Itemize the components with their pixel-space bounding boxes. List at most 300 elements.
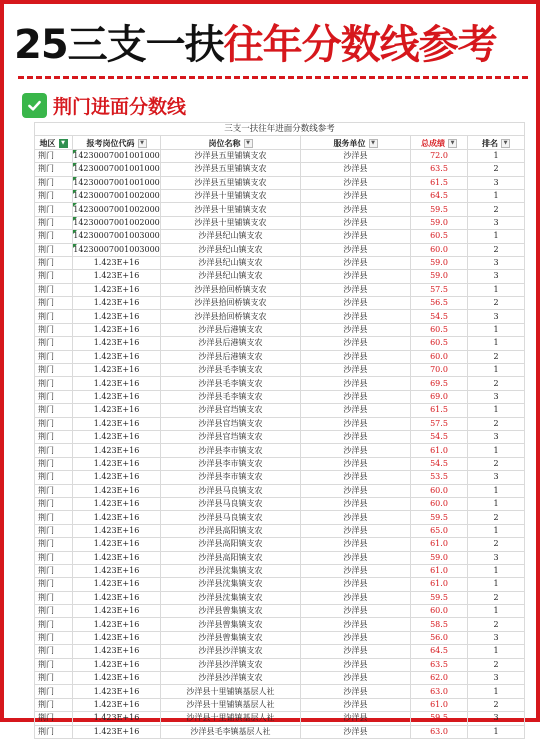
cell-post-code[interactable]: 1.423E+16 bbox=[73, 471, 161, 484]
cell-post-code[interactable]: 1.423E+16 bbox=[73, 618, 161, 631]
cell-rank[interactable]: 1 bbox=[468, 524, 525, 537]
cell-total-score[interactable]: 59.0 bbox=[411, 216, 468, 229]
cell-rank[interactable]: 2 bbox=[468, 163, 525, 176]
cell-post-code[interactable]: 1.423E+16 bbox=[73, 256, 161, 269]
dropdown-icon[interactable]: ▼ bbox=[501, 139, 510, 148]
cell-total-score[interactable]: 59.0 bbox=[411, 256, 468, 269]
cell-total-score[interactable]: 63.0 bbox=[411, 685, 468, 698]
filter-active-icon[interactable]: ▼ bbox=[59, 139, 68, 148]
cell-total-score[interactable]: 56.0 bbox=[411, 631, 468, 644]
header-rank[interactable]: 排名 ▼ bbox=[468, 136, 525, 149]
table-row bbox=[35, 283, 525, 296]
cell-rank[interactable]: 2 bbox=[468, 297, 525, 310]
cell-rank[interactable]: 1 bbox=[468, 283, 525, 296]
cell-service-unit[interactable]: 沙洋县 bbox=[301, 444, 411, 457]
cell-total-score[interactable]: 60.0 bbox=[411, 605, 468, 618]
table-row bbox=[35, 564, 525, 577]
dropdown-icon[interactable]: ▼ bbox=[138, 139, 147, 148]
cell-total-score[interactable]: 69.5 bbox=[411, 377, 468, 390]
cell-rank[interactable]: 3 bbox=[468, 631, 525, 644]
cell-service-unit[interactable]: 沙洋县 bbox=[301, 176, 411, 189]
cell-rank[interactable]: 2 bbox=[468, 591, 525, 604]
cell-area[interactable]: 荆门 bbox=[35, 243, 73, 256]
cell-service-unit[interactable]: 沙洋县 bbox=[301, 497, 411, 510]
cell-area[interactable]: 荆门 bbox=[35, 176, 73, 189]
cell-post-name[interactable]: 沙洋县官垱镇支农 bbox=[161, 417, 301, 430]
cell-post-code[interactable]: 1.423E+16 bbox=[73, 672, 161, 685]
cell-service-unit[interactable]: 沙洋县 bbox=[301, 256, 411, 269]
cell-service-unit[interactable]: 沙洋县 bbox=[301, 310, 411, 323]
cell-service-unit[interactable]: 沙洋县 bbox=[301, 283, 411, 296]
cell-post-name[interactable]: 沙洋县后港镇支农 bbox=[161, 337, 301, 350]
cell-post-name[interactable]: 沙洋县拾回桥镇支农 bbox=[161, 297, 301, 310]
cell-post-name[interactable]: 沙洋县马良镇支农 bbox=[161, 484, 301, 497]
cell-area[interactable]: 荆门 bbox=[35, 471, 73, 484]
cell-post-name[interactable]: 沙洋县毛李镇支农 bbox=[161, 390, 301, 403]
cell-rank[interactable]: 1 bbox=[468, 444, 525, 457]
cell-rank[interactable]: 1 bbox=[468, 685, 525, 698]
cell-service-unit[interactable]: 沙洋县 bbox=[301, 484, 411, 497]
cell-area[interactable]: 荆门 bbox=[35, 377, 73, 390]
cell-rank[interactable]: 1 bbox=[468, 578, 525, 591]
cell-service-unit[interactable]: 沙洋县 bbox=[301, 189, 411, 202]
cell-rank[interactable]: 1 bbox=[468, 189, 525, 202]
cell-area[interactable]: 荆门 bbox=[35, 444, 73, 457]
cell-rank[interactable]: 2 bbox=[468, 243, 525, 256]
cell-post-code[interactable]: 1.423E+16 bbox=[73, 645, 161, 658]
cell-rank[interactable]: 3 bbox=[468, 176, 525, 189]
cell-total-score[interactable]: 69.0 bbox=[411, 390, 468, 403]
cell-post-code[interactable]: 1.423E+16 bbox=[73, 538, 161, 551]
cell-service-unit[interactable]: 沙洋县 bbox=[301, 270, 411, 283]
cell-service-unit[interactable]: 沙洋县 bbox=[301, 685, 411, 698]
table-row bbox=[35, 658, 525, 671]
cell-service-unit[interactable]: 沙洋县 bbox=[301, 323, 411, 336]
cell-post-name[interactable]: 沙洋县十里铺镇基层人社 bbox=[161, 712, 301, 725]
cell-post-code[interactable]: 1.423E+16 bbox=[73, 430, 161, 443]
cell-service-unit[interactable]: 沙洋县 bbox=[301, 457, 411, 470]
header-area[interactable]: 地区 ▼ bbox=[35, 136, 73, 149]
cell-rank[interactable]: 3 bbox=[468, 471, 525, 484]
cell-rank[interactable]: 3 bbox=[468, 216, 525, 229]
cell-post-code[interactable]: 1.423E+16 bbox=[73, 631, 161, 644]
cell-service-unit[interactable]: 沙洋县 bbox=[301, 591, 411, 604]
cell-rank[interactable]: 2 bbox=[468, 417, 525, 430]
cell-rank[interactable]: 1 bbox=[468, 323, 525, 336]
cell-total-score[interactable]: 59.0 bbox=[411, 270, 468, 283]
cell-area[interactable]: 荆门 bbox=[35, 658, 73, 671]
cell-rank[interactable]: 1 bbox=[468, 497, 525, 510]
cell-rank[interactable]: 2 bbox=[468, 538, 525, 551]
cell-total-score[interactable]: 60.5 bbox=[411, 230, 468, 243]
cell-service-unit[interactable]: 沙洋县 bbox=[301, 149, 411, 162]
cell-service-unit[interactable]: 沙洋县 bbox=[301, 645, 411, 658]
cell-post-name[interactable]: 沙洋县十里铺镇支农 bbox=[161, 189, 301, 202]
cell-post-name[interactable]: 沙洋县毛李镇支农 bbox=[161, 364, 301, 377]
dropdown-icon[interactable]: ▼ bbox=[448, 139, 457, 148]
cell-post-name[interactable]: 沙洋县李市镇支农 bbox=[161, 444, 301, 457]
cell-total-score[interactable]: 60.0 bbox=[411, 497, 468, 510]
table-row bbox=[35, 323, 525, 336]
cell-area[interactable]: 荆门 bbox=[35, 189, 73, 202]
cell-rank[interactable]: 3 bbox=[468, 551, 525, 564]
cell-rank[interactable]: 2 bbox=[468, 511, 525, 524]
cell-rank[interactable]: 2 bbox=[468, 457, 525, 470]
cell-service-unit[interactable]: 沙洋县 bbox=[301, 297, 411, 310]
cell-rank[interactable]: 2 bbox=[468, 203, 525, 216]
cell-area[interactable]: 荆门 bbox=[35, 163, 73, 176]
cell-post-code[interactable]: 14230007001003000 bbox=[73, 243, 161, 256]
dropdown-icon[interactable]: ▼ bbox=[244, 139, 253, 148]
cell-total-score[interactable]: 58.5 bbox=[411, 618, 468, 631]
cell-area[interactable]: 荆门 bbox=[35, 564, 73, 577]
cell-area[interactable]: 荆门 bbox=[35, 297, 73, 310]
cell-post-name[interactable]: 沙洋县高阳镇支农 bbox=[161, 538, 301, 551]
cell-area[interactable]: 荆门 bbox=[35, 605, 73, 618]
cell-post-name[interactable]: 沙洋县沙洋镇支农 bbox=[161, 658, 301, 671]
cell-total-score[interactable]: 53.5 bbox=[411, 471, 468, 484]
cell-post-code[interactable]: 1.423E+16 bbox=[73, 390, 161, 403]
cell-post-code[interactable]: 1.423E+16 bbox=[73, 698, 161, 711]
cell-service-unit[interactable]: 沙洋县 bbox=[301, 377, 411, 390]
cell-post-name[interactable]: 沙洋县纪山镇支农 bbox=[161, 243, 301, 256]
cell-post-name[interactable]: 沙洋县沈集镇支农 bbox=[161, 578, 301, 591]
cell-area[interactable]: 荆门 bbox=[35, 524, 73, 537]
header-post[interactable]: 岗位名称 ▼ bbox=[161, 136, 301, 149]
cell-post-name[interactable]: 沙洋县毛李镇支农 bbox=[161, 377, 301, 390]
cell-area[interactable]: 荆门 bbox=[35, 497, 73, 510]
cell-post-name[interactable]: 沙洋县五里铺镇支农 bbox=[161, 163, 301, 176]
cell-rank[interactable]: 2 bbox=[468, 377, 525, 390]
header-score[interactable]: 总成绩 ▼ bbox=[411, 136, 468, 149]
cell-total-score[interactable]: 70.0 bbox=[411, 364, 468, 377]
cell-rank[interactable]: 3 bbox=[468, 672, 525, 685]
cell-total-score[interactable]: 61.0 bbox=[411, 578, 468, 591]
cell-post-name[interactable]: 沙洋县纪山镇支农 bbox=[161, 256, 301, 269]
table-row bbox=[35, 524, 525, 537]
cell-service-unit[interactable]: 沙洋县 bbox=[301, 230, 411, 243]
cell-area[interactable]: 荆门 bbox=[35, 725, 73, 738]
cell-post-code[interactable]: 1.423E+16 bbox=[73, 658, 161, 671]
cell-area[interactable]: 荆门 bbox=[35, 591, 73, 604]
cell-post-name[interactable]: 沙洋县拾回桥镇支农 bbox=[161, 310, 301, 323]
cell-post-name[interactable]: 沙洋县高阳镇支农 bbox=[161, 551, 301, 564]
cell-service-unit[interactable]: 沙洋县 bbox=[301, 618, 411, 631]
cell-service-unit[interactable]: 沙洋县 bbox=[301, 350, 411, 363]
table-row bbox=[35, 216, 525, 229]
cell-area[interactable]: 荆门 bbox=[35, 618, 73, 631]
cell-service-unit[interactable]: 沙洋县 bbox=[301, 564, 411, 577]
table-row bbox=[35, 551, 525, 564]
cell-service-unit[interactable]: 沙洋县 bbox=[301, 430, 411, 443]
cell-post-name[interactable]: 沙洋县马良镇支农 bbox=[161, 497, 301, 510]
cell-rank[interactable]: 3 bbox=[468, 430, 525, 443]
cell-service-unit[interactable]: 沙洋县 bbox=[301, 631, 411, 644]
cell-total-score[interactable]: 63.5 bbox=[411, 163, 468, 176]
cell-post-code[interactable]: 1.423E+16 bbox=[73, 364, 161, 377]
cell-post-code[interactable]: 1.423E+16 bbox=[73, 310, 161, 323]
cell-rank[interactable]: 1 bbox=[468, 404, 525, 417]
cell-post-code[interactable]: 1.423E+16 bbox=[73, 591, 161, 604]
error-indicator-icon bbox=[73, 244, 77, 248]
cell-total-score[interactable]: 63.5 bbox=[411, 658, 468, 671]
cell-post-name[interactable]: 沙洋县沙洋镇支农 bbox=[161, 645, 301, 658]
cell-post-code[interactable]: 14230007001001000 bbox=[73, 163, 161, 176]
cell-service-unit[interactable]: 沙洋县 bbox=[301, 605, 411, 618]
cell-rank[interactable]: 1 bbox=[468, 564, 525, 577]
table-row bbox=[35, 203, 525, 216]
cell-area[interactable]: 荆门 bbox=[35, 417, 73, 430]
cell-total-score[interactable]: 62.0 bbox=[411, 672, 468, 685]
table-row bbox=[35, 163, 525, 176]
cell-service-unit[interactable]: 沙洋县 bbox=[301, 471, 411, 484]
cell-post-code[interactable]: 1.423E+16 bbox=[73, 404, 161, 417]
dropdown-icon[interactable]: ▼ bbox=[369, 139, 378, 148]
headline bbox=[14, 18, 534, 72]
cell-rank[interactable]: 2 bbox=[468, 618, 525, 631]
cell-total-score[interactable]: 59.5 bbox=[411, 591, 468, 604]
cell-area[interactable]: 荆门 bbox=[35, 578, 73, 591]
cell-post-name[interactable]: 沙洋县后港镇支农 bbox=[161, 350, 301, 363]
cell-total-score[interactable]: 59.5 bbox=[411, 203, 468, 216]
cell-rank[interactable]: 1 bbox=[468, 645, 525, 658]
cell-post-name[interactable]: 沙洋县五里铺镇支农 bbox=[161, 149, 301, 162]
cell-total-score[interactable]: 61.0 bbox=[411, 564, 468, 577]
table-row bbox=[35, 511, 525, 524]
cell-post-name[interactable]: 沙洋县纪山镇支农 bbox=[161, 230, 301, 243]
cell-post-code[interactable]: 1.423E+16 bbox=[73, 725, 161, 738]
cell-area[interactable]: 荆门 bbox=[35, 685, 73, 698]
dashed-divider bbox=[18, 76, 528, 79]
cell-post-code[interactable]: 14230007001003000 bbox=[73, 230, 161, 243]
cell-area[interactable]: 荆门 bbox=[35, 511, 73, 524]
error-indicator-icon bbox=[73, 230, 77, 234]
cell-post-code[interactable]: 1.423E+16 bbox=[73, 685, 161, 698]
cell-area[interactable]: 荆门 bbox=[35, 310, 73, 323]
cell-service-unit[interactable]: 沙洋县 bbox=[301, 698, 411, 711]
cell-total-score[interactable]: 64.5 bbox=[411, 645, 468, 658]
cell-total-score[interactable]: 54.5 bbox=[411, 310, 468, 323]
cell-service-unit[interactable]: 沙洋县 bbox=[301, 216, 411, 229]
cell-service-unit[interactable]: 沙洋县 bbox=[301, 163, 411, 176]
table-row bbox=[35, 189, 525, 202]
cell-area[interactable]: 荆门 bbox=[35, 256, 73, 269]
cell-rank[interactable]: 3 bbox=[468, 310, 525, 323]
cell-post-name[interactable]: 沙洋县沈集镇支农 bbox=[161, 564, 301, 577]
cell-rank[interactable]: 3 bbox=[468, 390, 525, 403]
cell-rank[interactable]: 1 bbox=[468, 364, 525, 377]
cell-post-name[interactable]: 沙洋县十里铺镇基层人社 bbox=[161, 698, 301, 711]
cell-post-code[interactable]: 14230007001001000 bbox=[73, 176, 161, 189]
cell-area[interactable]: 荆门 bbox=[35, 712, 73, 725]
cell-rank[interactable]: 2 bbox=[468, 698, 525, 711]
cell-area[interactable]: 荆门 bbox=[35, 364, 73, 377]
cell-total-score[interactable]: 60.0 bbox=[411, 243, 468, 256]
cell-service-unit[interactable]: 沙洋县 bbox=[301, 390, 411, 403]
cell-total-score[interactable]: 61.5 bbox=[411, 176, 468, 189]
cell-service-unit[interactable]: 沙洋县 bbox=[301, 337, 411, 350]
cell-total-score[interactable]: 60.5 bbox=[411, 337, 468, 350]
cell-post-name[interactable]: 沙洋县五里铺镇支农 bbox=[161, 176, 301, 189]
cell-rank[interactable]: 1 bbox=[468, 605, 525, 618]
cell-area[interactable]: 荆门 bbox=[35, 645, 73, 658]
cell-total-score[interactable]: 60.5 bbox=[411, 323, 468, 336]
cell-service-unit[interactable]: 沙洋县 bbox=[301, 524, 411, 537]
cell-rank[interactable]: 2 bbox=[468, 350, 525, 363]
cell-service-unit[interactable]: 沙洋县 bbox=[301, 725, 411, 738]
cell-area[interactable]: 荆门 bbox=[35, 337, 73, 350]
cell-post-code[interactable]: 1.423E+16 bbox=[73, 457, 161, 470]
cell-service-unit[interactable]: 沙洋县 bbox=[301, 712, 411, 725]
cell-rank[interactable]: 3 bbox=[468, 712, 525, 725]
cell-post-code[interactable]: 1.423E+16 bbox=[73, 551, 161, 564]
cell-rank[interactable]: 3 bbox=[468, 256, 525, 269]
cell-total-score[interactable]: 61.5 bbox=[411, 404, 468, 417]
cell-post-name[interactable]: 沙洋县毛李镇基层人社 bbox=[161, 725, 301, 738]
cell-post-code[interactable]: 14230007001002000 bbox=[73, 189, 161, 202]
section-subtitle bbox=[22, 92, 186, 118]
cell-area[interactable]: 荆门 bbox=[35, 631, 73, 644]
table-row bbox=[35, 618, 525, 631]
cell-post-name[interactable]: 沙洋县十里铺镇基层人社 bbox=[161, 685, 301, 698]
cell-post-name[interactable]: 沙洋县李市镇支农 bbox=[161, 471, 301, 484]
cell-area[interactable]: 荆门 bbox=[35, 203, 73, 216]
cell-service-unit[interactable]: 沙洋县 bbox=[301, 672, 411, 685]
cell-service-unit[interactable]: 沙洋县 bbox=[301, 203, 411, 216]
cell-rank[interactable]: 1 bbox=[468, 725, 525, 738]
cell-total-score[interactable]: 59.0 bbox=[411, 551, 468, 564]
cell-service-unit[interactable]: 沙洋县 bbox=[301, 538, 411, 551]
cell-area[interactable]: 荆门 bbox=[35, 484, 73, 497]
cell-area[interactable]: 荆门 bbox=[35, 538, 73, 551]
cell-post-code[interactable]: 1.423E+16 bbox=[73, 564, 161, 577]
cell-post-code[interactable]: 1.423E+16 bbox=[73, 337, 161, 350]
cell-post-code[interactable]: 1.423E+16 bbox=[73, 283, 161, 296]
cell-area[interactable]: 荆门 bbox=[35, 283, 73, 296]
error-indicator-icon bbox=[73, 190, 77, 194]
cell-service-unit[interactable]: 沙洋县 bbox=[301, 404, 411, 417]
cell-total-score[interactable]: 64.5 bbox=[411, 189, 468, 202]
cell-area[interactable]: 荆门 bbox=[35, 404, 73, 417]
cell-post-code[interactable]: 1.423E+16 bbox=[73, 712, 161, 725]
cell-area[interactable]: 荆门 bbox=[35, 270, 73, 283]
cell-total-score[interactable]: 57.5 bbox=[411, 417, 468, 430]
cell-post-code[interactable]: 1.423E+16 bbox=[73, 511, 161, 524]
cell-post-code[interactable]: 14230007001001000 bbox=[73, 149, 161, 162]
cell-post-name[interactable]: 沙洋县李市镇支农 bbox=[161, 457, 301, 470]
cell-area[interactable]: 荆门 bbox=[35, 350, 73, 363]
table-row bbox=[35, 364, 525, 377]
cell-post-code[interactable]: 1.423E+16 bbox=[73, 524, 161, 537]
cell-post-code[interactable]: 1.423E+16 bbox=[73, 605, 161, 618]
cell-post-name[interactable]: 沙洋县官垱镇支农 bbox=[161, 430, 301, 443]
cell-post-name[interactable]: 沙洋县十里铺镇支农 bbox=[161, 216, 301, 229]
table-row bbox=[35, 149, 525, 162]
cell-post-code[interactable]: 1.423E+16 bbox=[73, 350, 161, 363]
cell-post-name[interactable]: 沙洋县十里铺镇支农 bbox=[161, 203, 301, 216]
cell-total-score[interactable]: 57.5 bbox=[411, 283, 468, 296]
header-unit[interactable]: 服务单位 ▼ bbox=[301, 136, 411, 149]
table-row bbox=[35, 712, 525, 725]
cell-rank[interactable]: 3 bbox=[468, 270, 525, 283]
cell-area[interactable]: 荆门 bbox=[35, 323, 73, 336]
cell-area[interactable]: 荆门 bbox=[35, 698, 73, 711]
cell-post-name[interactable]: 沙洋县曾集镇支农 bbox=[161, 618, 301, 631]
cell-area[interactable]: 荆门 bbox=[35, 672, 73, 685]
cell-total-score[interactable]: 59.5 bbox=[411, 511, 468, 524]
cell-post-name[interactable]: 沙洋县高阳镇支农 bbox=[161, 524, 301, 537]
cell-total-score[interactable]: 63.0 bbox=[411, 725, 468, 738]
cell-total-score[interactable]: 54.5 bbox=[411, 430, 468, 443]
cell-area[interactable]: 荆门 bbox=[35, 430, 73, 443]
cell-post-name[interactable]: 沙洋县拾回桥镇支农 bbox=[161, 283, 301, 296]
cell-area[interactable]: 荆门 bbox=[35, 149, 73, 162]
cell-rank[interactable]: 1 bbox=[468, 337, 525, 350]
cell-post-code[interactable]: 1.423E+16 bbox=[73, 578, 161, 591]
cell-post-name[interactable]: 沙洋县官垱镇支农 bbox=[161, 404, 301, 417]
cell-post-code[interactable]: 14230007001002000 bbox=[73, 203, 161, 216]
cell-area[interactable]: 荆门 bbox=[35, 230, 73, 243]
cell-post-code[interactable]: 1.423E+16 bbox=[73, 323, 161, 336]
cell-service-unit[interactable]: 沙洋县 bbox=[301, 417, 411, 430]
cell-service-unit[interactable]: 沙洋县 bbox=[301, 578, 411, 591]
cell-post-name[interactable]: 沙洋县沈集镇支农 bbox=[161, 591, 301, 604]
cell-post-code[interactable]: 1.423E+16 bbox=[73, 444, 161, 457]
cell-total-score[interactable]: 61.0 bbox=[411, 698, 468, 711]
cell-area[interactable]: 荆门 bbox=[35, 216, 73, 229]
cell-total-score[interactable]: 59.5 bbox=[411, 712, 468, 725]
table-row bbox=[35, 457, 525, 470]
cell-rank[interactable]: 1 bbox=[468, 149, 525, 162]
cell-service-unit[interactable]: 沙洋县 bbox=[301, 511, 411, 524]
cell-post-name[interactable]: 沙洋县马良镇支农 bbox=[161, 511, 301, 524]
cell-post-name[interactable]: 沙洋县沙洋镇支农 bbox=[161, 672, 301, 685]
cell-post-code[interactable]: 1.423E+16 bbox=[73, 484, 161, 497]
cell-service-unit[interactable]: 沙洋县 bbox=[301, 658, 411, 671]
table-row bbox=[35, 310, 525, 323]
cell-post-code[interactable]: 1.423E+16 bbox=[73, 270, 161, 283]
cell-total-score[interactable]: 61.0 bbox=[411, 538, 468, 551]
cell-service-unit[interactable]: 沙洋县 bbox=[301, 243, 411, 256]
cell-post-code[interactable]: 1.423E+16 bbox=[73, 377, 161, 390]
cell-total-score[interactable]: 60.0 bbox=[411, 350, 468, 363]
cell-area[interactable]: 荆门 bbox=[35, 457, 73, 470]
cell-post-code[interactable]: 1.423E+16 bbox=[73, 297, 161, 310]
cell-post-code[interactable]: 1.423E+16 bbox=[73, 417, 161, 430]
cell-service-unit[interactable]: 沙洋县 bbox=[301, 364, 411, 377]
table-row bbox=[35, 605, 525, 618]
cell-rank[interactable]: 1 bbox=[468, 484, 525, 497]
cell-total-score[interactable]: 65.0 bbox=[411, 524, 468, 537]
cell-rank[interactable]: 2 bbox=[468, 658, 525, 671]
cell-post-name[interactable]: 沙洋县曾集镇支农 bbox=[161, 605, 301, 618]
cell-rank[interactable]: 1 bbox=[468, 230, 525, 243]
cell-service-unit[interactable]: 沙洋县 bbox=[301, 551, 411, 564]
cell-area[interactable]: 荆门 bbox=[35, 551, 73, 564]
cell-total-score[interactable]: 61.0 bbox=[411, 444, 468, 457]
cell-total-score[interactable]: 72.0 bbox=[411, 149, 468, 162]
cell-total-score[interactable]: 60.0 bbox=[411, 484, 468, 497]
cell-post-code[interactable]: 14230007001002000 bbox=[73, 216, 161, 229]
cell-post-code[interactable]: 1.423E+16 bbox=[73, 497, 161, 510]
cell-post-name[interactable]: 沙洋县曾集镇支农 bbox=[161, 631, 301, 644]
cell-area[interactable]: 荆门 bbox=[35, 390, 73, 403]
header-code[interactable]: 报考岗位代码 ▼ bbox=[73, 136, 161, 149]
cell-total-score[interactable]: 54.5 bbox=[411, 457, 468, 470]
cell-post-name[interactable]: 沙洋县纪山镇支农 bbox=[161, 270, 301, 283]
cell-post-name[interactable]: 沙洋县后港镇支农 bbox=[161, 323, 301, 336]
cell-total-score[interactable]: 56.5 bbox=[411, 297, 468, 310]
